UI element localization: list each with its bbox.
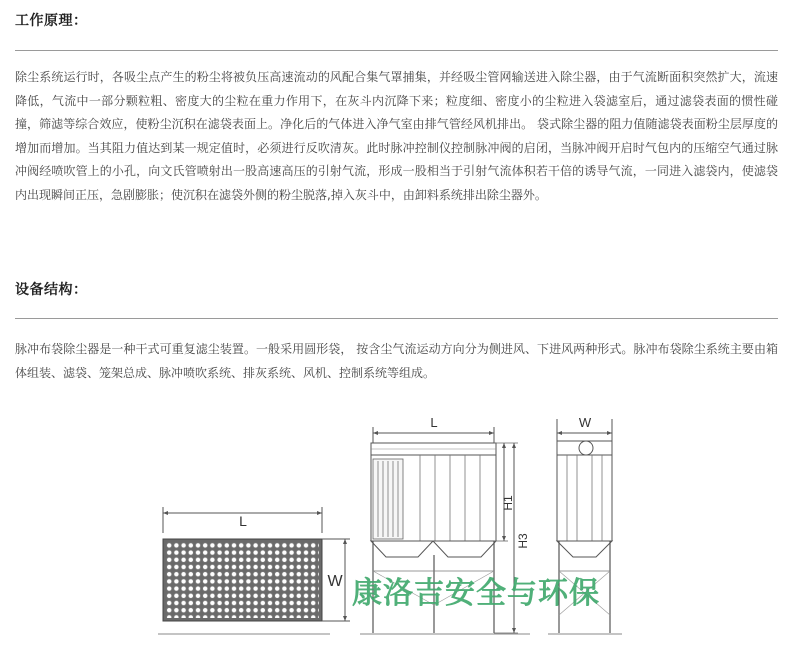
- watermark-text: 康洛吉安全与环保: [352, 576, 600, 611]
- dust-collector-diagram: [0, 405, 800, 655]
- front-length-label: L: [430, 415, 438, 430]
- side-width-label: W: [578, 415, 592, 430]
- front-height1-label: H1: [501, 495, 515, 511]
- principle-paragraph: 除尘系统运行时，各吸尘点产生的粉尘将被负压高速流动的风配合集气罩捕集，并经吸尘管网输送进入除尘器，由于气流断面积突然扩大，流速降低，气流中一部分颗粒粗、密度大的尘粒在重力作用下，在灰斗内沉降下来；粒度细、密度小的尘粒进入袋滤室后，通过滤袋表面的惯性碰撞，筛滤等综合效应，使粉尘沉积在滤袋表面上。净化后的气体进入净气室由排气管经风机排出。 袋式除尘器的阻力值随滤袋表面粉尘层厚度的增加而增加。当其阻力值达到某一规定值时，必须进行反吹清灰。此时脉冲控制仪控制脉冲阀的启闭，当脉冲阀开启时气包内的压缩空气通过脉冲阀经喷吹管上的小孔，向文氏管喷射出一股高速高压的引射气流，形成一股相当于引射气流体积若干倍的诱导气流，一同进入滤袋内，使滤袋内出现瞬间正压，急剧膨胀；使沉积在滤袋外侧的粉尘脱落,掉入灰斗中，由卸料系统排出除尘器外。: [15, 70, 778, 202]
- front-height3-label: H3: [516, 533, 530, 549]
- section-divider: [15, 318, 778, 319]
- section-divider: [15, 50, 778, 51]
- section-title-structure: 设备结构：: [15, 282, 88, 298]
- plan-view: [158, 507, 350, 634]
- plan-width-label: W: [327, 573, 343, 590]
- structure-paragraph: 脉冲布袋除尘器是一种干式可重复滤尘装置。一般采用圆形袋， 按含尘气流运动方向分为侧进风、下进风两种形式。脉冲布袋除尘系统主要由箱体组装、滤袋、笼架总成、脉冲喷吹系统、排灰系统、风机、控制系统等组成。: [15, 342, 778, 380]
- section-title-principle: 工作原理：: [15, 13, 88, 29]
- diagram-svg: [0, 405, 800, 655]
- plan-length-label: L: [239, 513, 247, 529]
